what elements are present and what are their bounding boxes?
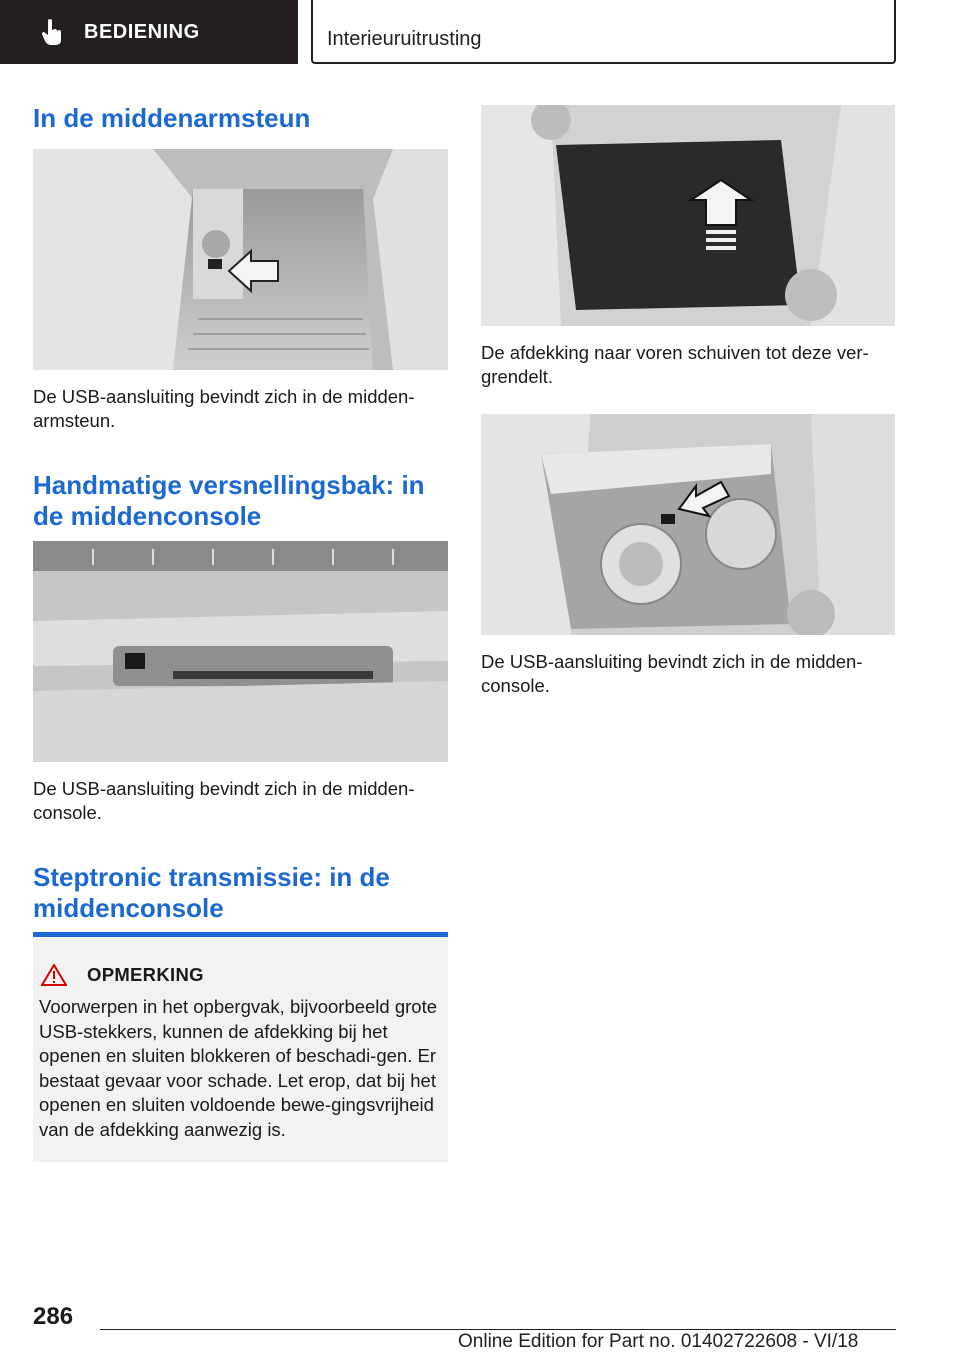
- notice-title: OPMERKING: [87, 964, 204, 985]
- heading-armrest: In de middenarmsteun: [33, 103, 311, 133]
- caption-steptronic-console: De USB-aansluiting bevindt zich in de midden-console.: [481, 651, 863, 696]
- notice-text: Voorwerpen in het opbergvak, bijvoorbeeld grote USB-stekkers, kunnen de afdekking bij het openen en sluiten blokkeren of beschadi-gen. Er bestaat gevaar voor schade. Let erop, dat bij het openen en sluiten voldoende bewe-gingsvrijheid van de afdekking aanwezig is.: [39, 996, 438, 1140]
- notice-header: [41, 964, 204, 986]
- caption-cover-slide: De afdekking naar voren schuiven tot deze ver-grendelt.: [481, 342, 869, 387]
- steptronic-console-usb-illustration: [481, 414, 895, 635]
- footer-edition: Online Edition for Part no. 01402722608 - VI/18: [458, 1331, 859, 1352]
- chapter-title: Interieuruitrusting: [327, 28, 482, 50]
- caption-armrest: De USB-aansluiting bevindt zich in de midden-armsteun.: [33, 386, 415, 431]
- heading-steptronic: Steptronic transmissie: in de middenconsole: [33, 862, 390, 923]
- warning-triangle-icon: [41, 964, 67, 986]
- chapter-header: [311, 0, 896, 64]
- section-label: BEDIENING: [84, 20, 200, 43]
- cover-slide-illustration: [481, 105, 895, 326]
- hand-pointer-icon: [40, 18, 64, 46]
- section-tab: [0, 0, 298, 64]
- heading-manual-gearbox: Handmatige versnellingsbak: in de middenconsole: [33, 470, 425, 531]
- manual-console-usb-illustration: [33, 541, 448, 762]
- footer-rule: [100, 1329, 896, 1330]
- page-number: 286: [33, 1303, 74, 1330]
- notice-box: [33, 932, 448, 1162]
- caption-manual-console: De USB-aansluiting bevindt zich in de midden-console.: [33, 778, 415, 823]
- armrest-usb-illustration: [33, 149, 448, 370]
